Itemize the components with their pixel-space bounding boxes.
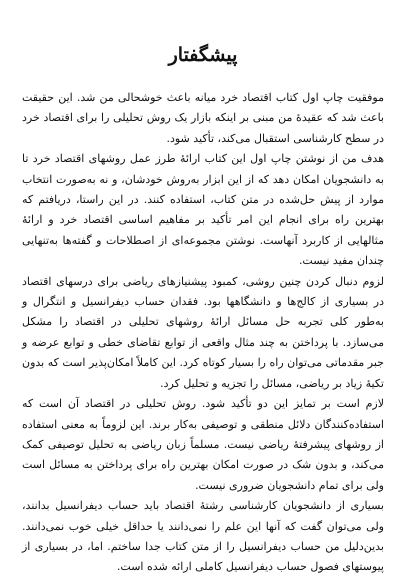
page-title: پیشگفتار — [168, 44, 238, 66]
paragraph: هدف من از نوشتن چاپ اول این کتاب ارائهٔ طرز عمل روشهای اقتصاد خرد تا به دانشجویان امکان دهد که از این ابزار به‌روش خودشان، و نه به‌صورت انتخاب موارد از پیش حل‌شده در متن کتاب، استفاده کنند. در این راستا، دریافتم که بهترین راه برای انجام این امر تأکید بر مفاهیم اساسی اقتصاد خرد و ارائهٔ مثالهایی از کاربرد آنهاست. نوشتن مجموعه‌ای از اصطلاحات و گفته‌ها به‌تنهایی چندان مفید نیست. — [22, 152, 384, 268]
paragraph: موفقیت چاپ اول کتاب اقتصاد خرد میانه باعث خوشحالی من شد. این حقیقت باعث شد که عقیدهٔ من مبنی بر اینکه بازار یک روش تحلیلی را برای اقتصاد خرد در سطح کارشناسی استقبال می‌کند، تأکید شود. — [22, 91, 384, 145]
paragraph: لزوم دنبال کردن چنین روشی، کمبود پیشنیازهای ریاضی برای درسهای اقتصاد در بسیاری از کالج‌ها و دانشگاهها بود. فقدان حساب دیفرانسیل و انتگرال و به‌طور کلی تجربه حل مسائل ارائهٔ روشهای تحلیلی در اقتصاد را مشکل می‌سازد. با پرداختن به چند مثال واقعی از توابع تقاضای خطی و توابع عرضه و جبر مقدماتی می‌توان راه را بسیار کوتاه کرد. این کاملاً امکان‌پذیر است که بدون تکیهٔ زیاد بر ریاضی، مسائل را تجزیه و تحلیل کرد. — [22, 274, 384, 390]
body-text — [22, 88, 384, 578]
paragraph: بسیاری از دانشجویان کارشناسی رشتهٔ اقتصاد باید حساب دیفرانسیل بدانند، ولی می‌توان گفت که آنها این علم را نمی‌دانند یا حداقل خیلی خوب نمی‌دانند. بدین‌دلیل من حساب دیفرانسیل را از متن کتاب جدا ساختم. اما، در بسیاری از پیوستهای فصول حساب دیفرانسیل کاملی ارائه شده است. — [22, 499, 384, 574]
paragraph: لازم است بر تمایز این دو تأکید شود. روش تحلیلی در اقتصاد آن است که استفاده‌کنندگان دلائل منطقی و توصیفی به‌کار برند. این لزوماً به معنی استفاده از روشهای پیشرفتهٔ ریاضی نیست. مسلماً زبان ریاضی به تحلیل توصیفی کمک می‌کند، و بدون شک در صورت امکان بهترین راه برای پرداختن به مسائل است ولی برای تمام دانشجویان ضروری نیست. — [22, 397, 384, 492]
